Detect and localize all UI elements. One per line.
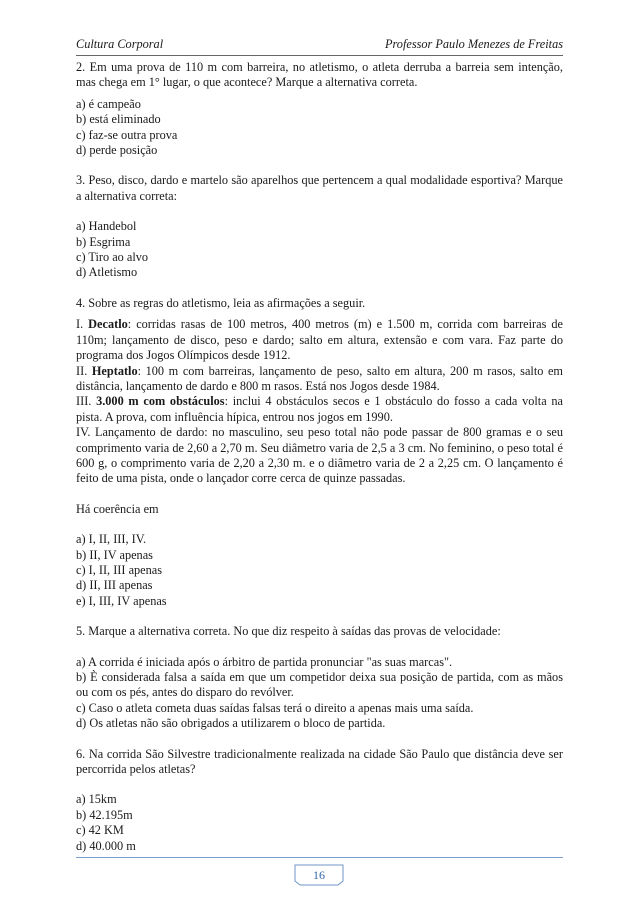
- statement-3-body: : inclui 4 obstáculos secos e 1 obstáculo do fosso a cada volta na pista. A prova, com influência hípica, entrou nos jogos em 1990.: [76, 394, 563, 424]
- question-2-option-a: a) é campeão: [76, 96, 141, 111]
- question-5-option-c: c) Caso o atleta cometa duas saídas falsas terá o direito a apenas mais uma saída.: [76, 700, 474, 715]
- question-6: [76, 747, 563, 854]
- question-4-prompt: Há coerência em: [76, 501, 159, 516]
- question-4-option-c: c) I, II, III apenas: [76, 562, 163, 577]
- statement-2: [76, 364, 563, 395]
- question-6-option-b: b) 42.195m: [76, 807, 133, 822]
- footer-divider: [76, 857, 563, 858]
- statement-1-term: Decatlo: [88, 317, 128, 332]
- question-6-option-d: d) 40.000 m: [76, 838, 136, 853]
- question-2-option-d: d) perde posição: [76, 143, 158, 158]
- statement-1-number: I.: [76, 317, 89, 332]
- statement-3-term: 3.000 m com obstáculos: [96, 394, 225, 409]
- header-course-title: Cultura Corporal: [76, 37, 164, 51]
- question-2-option-b: b) está eliminado: [76, 112, 161, 127]
- question-2: [76, 60, 563, 158]
- question-2-text: 2. Em uma prova de 110 m com barreira, no atletismo, o atleta derruba a barreia sem intenção, mas chega em 1° lugar, o que acontece? Marque a alternativa correta.: [76, 60, 563, 90]
- question-3-text: 3. Peso, disco, dardo e martelo são aparelhos que pertencem a qual modalidade esportiva? Marque a alternativa correta:: [76, 173, 563, 203]
- statement-2-term: Heptatlo: [91, 363, 138, 378]
- question-5-text: 5. Marque a alternativa correta. No que diz respeito à saídas das provas de velocidade:: [76, 624, 501, 639]
- header-author: Professor Paulo Menezes de Freitas: [384, 37, 563, 51]
- statement-2-number: II.: [76, 363, 92, 378]
- statement-2-body: : 100 m com barreiras, lançamento de peso, salto em altura, 200 m rasos, salto em distância, lançamento de dardo e 800 m rasos. Está nos Jogos desde 1984.: [76, 363, 563, 393]
- page-number-badge: [294, 864, 344, 886]
- question-3-option-b: b) Esgrima: [76, 234, 131, 249]
- statement-3-number: III.: [76, 394, 97, 409]
- statement-4: IV. Lançamento de dardo: no masculino, seu peso total não pode passar de 800 gramas e o seu comprimento varia de 2,60 a 2,70 m. Seu diâmetro varia de 2,5 a 3 cm. No feminino, o peso total é 600 g, o comprimento varia de 2,20 a 2,30 m. e o diâmetro varia de 2 a 2,25 cm. O lançamento é feito de uma pista, onde o lançador corre cerca de quinze passadas.: [76, 425, 563, 486]
- question-5-option-a: a) A corrida é iniciada após o árbitro de partida pronunciar "as suas marcas".: [76, 654, 453, 669]
- question-4-option-b: b) II, IV apenas: [76, 547, 153, 562]
- question-5-option-b: b) È considerada falsa a saída em que um competidor deixa sua posição de partida, com as mãos ou com os pés, antes do disparo do revólver.: [76, 670, 563, 700]
- question-3-option-a: a) Handebol: [76, 219, 137, 234]
- question-6-text: 6. Na corrida São Silvestre tradicionalmente realizada na cidade São Paulo que distância deve ser percorrida pelos atletas?: [76, 746, 563, 777]
- page-content: [76, 60, 563, 854]
- page-number: 16: [313, 868, 325, 882]
- question-2-option-c: c) faz-se outra prova: [76, 127, 178, 142]
- question-5: [76, 624, 563, 731]
- question-4-option-e: e) I, III, IV apenas: [76, 593, 167, 608]
- question-3: [76, 173, 563, 280]
- statement-1: [76, 317, 563, 363]
- question-4: [76, 296, 563, 609]
- question-3-option-d: d) Atletismo: [76, 265, 138, 280]
- statement-3: [76, 394, 563, 425]
- question-4-option-a: a) I, II, III, IV.: [76, 532, 147, 547]
- question-4-option-d: d) II, III apenas: [76, 578, 153, 593]
- question-5-option-d: d) Os atletas não são obrigados a utilizarem o bloco de partida.: [76, 716, 386, 731]
- question-6-option-a: a) 15km: [76, 792, 117, 807]
- header-divider: [76, 55, 563, 56]
- question-3-option-c: c) Tiro ao alvo: [76, 250, 149, 265]
- question-4-text: 4. Sobre as regras do atletismo, leia as afirmações a seguir.: [76, 295, 366, 310]
- question-6-option-c: c) 42 KM: [76, 823, 124, 838]
- statement-1-body: : corridas rasas de 100 metros, 400 metros (m) e 1.500 m, corrida com barreiras de 110m; lançamento de disco, peso e dardo; salto em altura, extensão e com vara. Faz parte do programa dos Jogos Olímpicos desde 1912.: [76, 317, 563, 363]
